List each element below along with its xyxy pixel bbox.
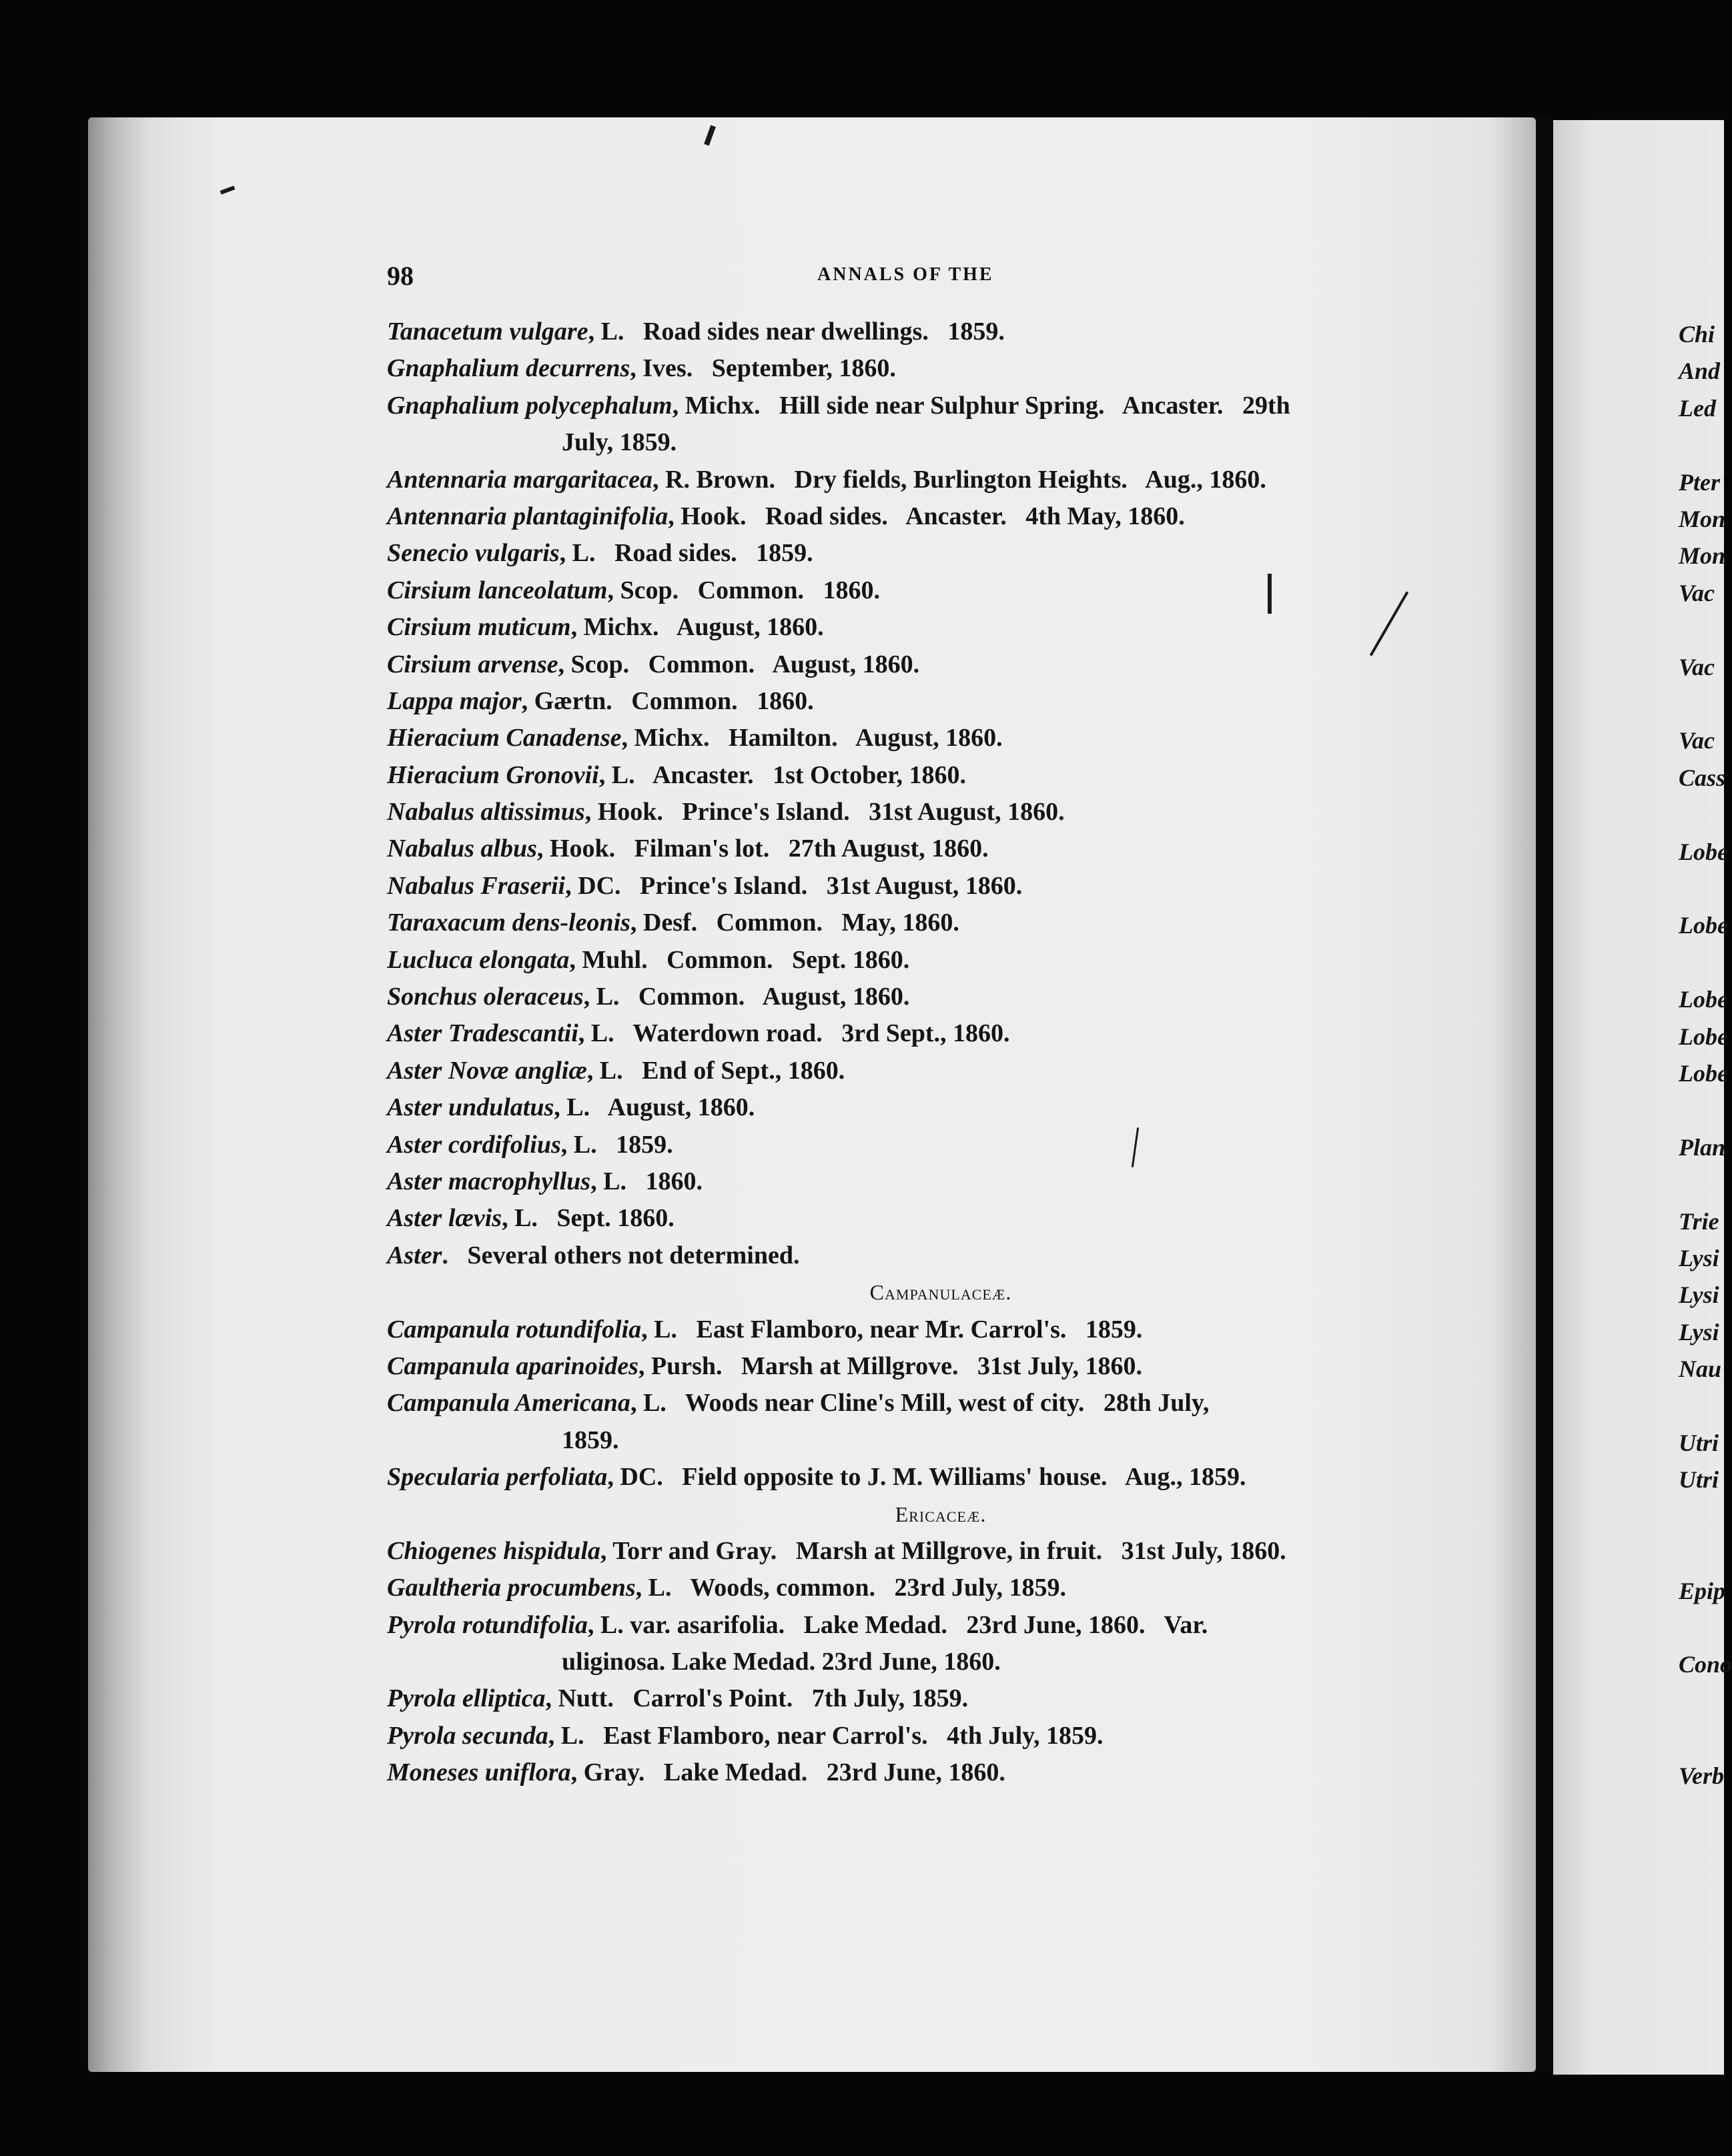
species-entry [387,1089,1414,1126]
species-name: Nabalus Fraserii [387,871,566,900]
species-entry [387,1385,1414,1422]
species-entry [387,905,1414,941]
species-name: Pyrola elliptica [387,1684,546,1713]
species-details: , Ives. September, 1860. [630,354,896,383]
species-entry [387,350,1414,387]
species-details: , L. Waterdown road. 3rd Sept., 1860. [578,1019,1010,1048]
species-entry [387,1311,1414,1348]
species-name: Tanacetum vulgare [387,318,588,346]
species-details: , L. Sept. 1860. [502,1204,675,1233]
facing-page-fragment: And [1679,358,1721,385]
species-details: , L. Road sides. 1859. [559,539,813,568]
species-details: , L. var. asarifolia. Lake Medad. 23rd June, 1860. Var. [587,1610,1208,1639]
facing-page-fragment: Nau [1679,1356,1722,1383]
species-entry [387,1754,1414,1791]
species-name: Senecio vulgaris [387,539,560,568]
species-name: Cirsium lanceolatum [387,576,608,604]
species-entry [387,462,1414,498]
species-name: Pyrola secunda [387,1721,548,1750]
facing-page-fragment: Pter [1679,468,1720,496]
facing-page-fragment: Vac [1679,727,1715,754]
facing-page-fragment: Vac [1679,579,1715,606]
species-entry [387,1718,1414,1754]
entry-continuation [387,1422,1414,1459]
species-entry [387,1570,1414,1606]
species-name: Aster cordifolius [387,1130,561,1159]
species-details: , L. 1860. [590,1167,703,1195]
continuation-text: uliginosa. Lake Medad. 23rd June, 1860. [562,1648,1001,1676]
species-details: , L. East Flamboro, near Mr. Carrol's. 1859. [641,1315,1143,1343]
species-entry [387,314,1414,350]
facing-page-fragment: Lysi [1679,1245,1719,1271]
species-entry [387,646,1414,683]
species-entry [387,1533,1414,1570]
species-name: Sonchus oleraceus [387,983,584,1011]
facing-page-fragment: Cono [1679,1651,1732,1678]
species-name: Aster macrophyllus [387,1167,591,1195]
species-details: , Gærtn. Common. 1860. [521,686,814,715]
species-entry [387,498,1414,535]
species-name: Aster [387,1241,442,1269]
species-entry [387,1459,1414,1496]
species-name: Nabalus altissimus [387,798,585,827]
species-name: Campanula Americana [387,1389,630,1418]
species-details: , Torr and Gray. Marsh at Millgrove, in fruit. 31st July, 1860. [600,1536,1286,1565]
species-name: Campanula rotundifolia [387,1315,642,1343]
facing-page-fragment: Lobe [1679,912,1728,939]
continuation-text: July, 1859. [562,428,677,457]
species-name: Gnaphalium polycephalum [387,391,673,420]
facing-page-fragment: Mon [1679,506,1726,532]
species-details: , L. August, 1860. [554,1093,755,1122]
species-name: Aster Tradescantii [387,1019,578,1048]
facing-page-fragment: Plan [1679,1133,1726,1161]
species-details: , Scop. Common. 1860. [607,576,880,604]
species-name: Cirsium muticum [387,613,571,642]
species-name: Aster lævis [387,1204,502,1233]
species-name: Cirsium arvense [387,650,558,678]
species-name: Antennaria plantaginifolia [387,502,669,530]
species-entry [387,535,1414,572]
species-details: , Michx. August, 1860. [570,613,824,642]
facing-page-fragment: Mon [1679,542,1726,570]
continuation-text: 1859. [562,1426,619,1454]
facing-page-fragment: Trie [1679,1207,1719,1235]
species-entry [387,1348,1414,1385]
species-details: , Desf. Common. May, 1860. [630,909,959,937]
species-name: Nabalus albus [387,835,537,863]
family-heading: Campanulaceæ. [869,1280,1012,1305]
species-entry [387,388,1414,424]
facing-page-fragment: Lobe [1679,838,1728,865]
species-name: Lappa major [387,686,522,715]
species-name: Antennaria margaritacea [387,465,653,494]
species-details: , R. Brown. Dry fields, Burlington Heights. Aug., 1860. [653,465,1266,494]
species-entry [387,720,1414,756]
species-details: , Michx. Hill side near Sulphur Spring. Ancaster. 29th [672,391,1290,420]
species-details: , DC. Prince's Island. 31st August, 1860. [565,871,1023,900]
species-name: Chiogenes hispidula [387,1536,600,1565]
species-name: Aster undulatus [387,1093,554,1122]
page-number: 98 [387,261,414,291]
facing-page-fragment: Led [1679,394,1716,422]
entry-continuation [387,424,1414,461]
species-list [387,314,1414,1792]
species-details: , Hook. Filman's lot. 27th August, 1860. [536,835,989,863]
species-details: , L. 1859. [560,1130,673,1159]
species-entry [387,942,1414,979]
species-entry [387,979,1414,1015]
species-details: . Several others not determined. [442,1241,800,1269]
species-name: Pyrola rotundifolia [387,1610,588,1639]
species-details: , Muhl. Common. Sept. 1860. [569,945,910,974]
species-entry [387,1127,1414,1163]
species-entry [387,1053,1414,1089]
species-name: Gaultheria procumbens [387,1574,636,1602]
species-entry [387,1015,1414,1052]
species-details: , Nutt. Carrol's Point. 7th July, 1859. [545,1684,969,1713]
facing-page-fragment: Lysi [1679,1281,1719,1309]
species-name: Moneses uniflora [387,1758,571,1787]
species-details: , Hook. Prince's Island. 31st August, 1860. [584,798,1065,827]
species-details: , L. Woods, common. 23rd July, 1859. [635,1574,1067,1602]
species-name: Aster Novæ angliæ [387,1056,587,1085]
facing-page-fragment: Utri [1679,1430,1719,1456]
entry-continuation [387,1644,1414,1680]
species-entry [387,1237,1414,1274]
facing-page-fragment: Chi [1679,321,1715,348]
book-gutter [1536,117,1553,2072]
species-name: Lucluca elongata [387,945,570,974]
species-details: , Pursh. Marsh at Millgrove. 31st July, 1860. [638,1352,1142,1380]
species-entry [387,683,1414,720]
facing-page-fragment: Verb [1679,1762,1725,1789]
running-head: ANNALS OF THE [817,264,994,285]
species-details: , Michx. Hamilton. August, 1860. [621,724,1003,752]
species-name: Campanula aparinoides [387,1352,638,1380]
species-name: Hieracium Canadense [387,724,622,752]
page-header [387,260,1414,294]
facing-page-fragment: Vac [1679,653,1715,680]
species-entry [387,831,1414,867]
species-details: , Gray. Lake Medad. 23rd June, 1860. [570,1758,1005,1787]
species-details: , L. Ancaster. 1st October, 1860. [598,760,967,789]
species-details: , L. Road sides near dwellings. 1859. [588,318,1005,346]
facing-page-fragment: Lobe [1679,1060,1728,1087]
facing-page-fragment: Lobe [1679,986,1728,1013]
species-name: Specularia perfoliata [387,1463,608,1492]
species-name: Hieracium Gronovii [387,760,599,789]
facing-page-fragment: Lobe [1679,1023,1728,1050]
species-entry [387,572,1414,609]
facing-page-fragment: Cass [1679,764,1726,791]
species-entry [387,609,1414,646]
species-entry [387,1607,1414,1644]
species-details: , L. Woods near Cline's Mill, west of city. 28th July, [630,1389,1210,1418]
species-entry [387,1163,1414,1200]
species-details: , Hook. Road sides. Ancaster. 4th May, 1860. [668,502,1185,530]
species-details: , DC. Field opposite to J. M. Williams' house. Aug., 1859. [607,1463,1246,1492]
species-details: , L. Common. August, 1860. [583,983,910,1011]
species-details: , Scop. Common. August, 1860. [558,650,920,678]
species-name: Taraxacum dens-leonis [387,909,630,937]
species-entry [387,1680,1414,1717]
scan-mark [1268,574,1272,614]
family-heading: Ericaceæ. [895,1502,987,1526]
facing-page-column [1679,314,1732,1915]
species-entry [387,794,1414,831]
facing-page-fragment: Utri [1679,1466,1719,1494]
species-entry [387,868,1414,905]
species-details: , L. End of Sept., 1860. [586,1056,845,1085]
species-entry [387,1200,1414,1237]
species-details: , L. East Flamboro, near Carrol's. 4th July, 1859. [548,1721,1104,1750]
species-entry [387,757,1414,794]
facing-page-fragment: Lysi [1679,1318,1719,1345]
facing-page-fragment: Epip [1679,1577,1726,1604]
species-name: Gnaphalium decurrens [387,354,630,383]
